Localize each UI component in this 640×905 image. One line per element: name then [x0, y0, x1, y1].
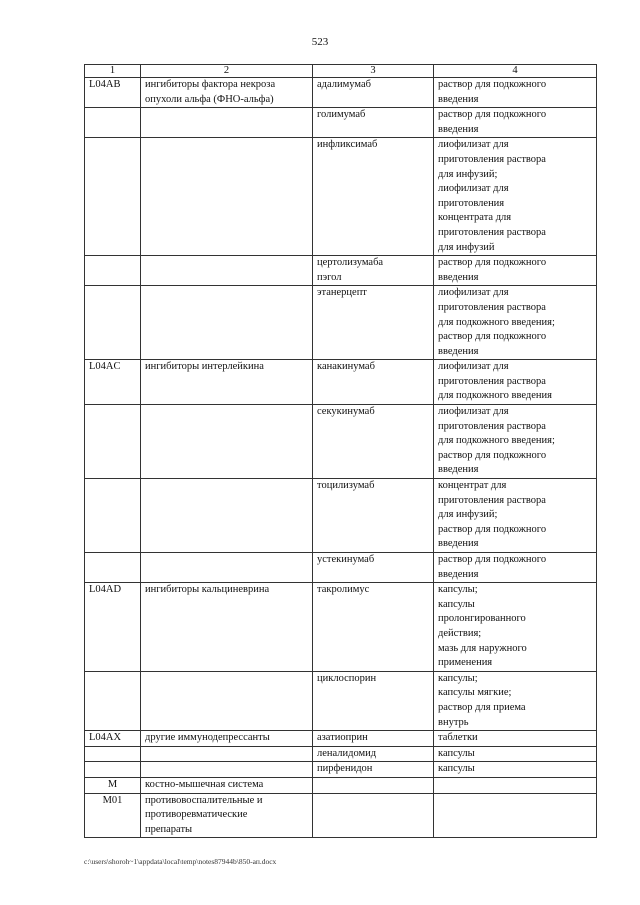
group-name-cell: ингибиторы интерлейкина — [141, 360, 313, 405]
file-path-footer: c:\users\shoroh~1\appdata\local\temp\notes87944b\850-ап.docx — [84, 857, 277, 866]
atc-code-cell — [85, 286, 141, 360]
dosage-form-cell: концентрат для приготовления раствора для инфузий; раствор для подкожного введения — [434, 479, 597, 553]
atc-code-cell — [85, 108, 141, 138]
dosage-form-cell: лиофилизат для приготовления раствора для инфузий; лиофилизат для приготовления концентрата для приготовления раствора для инфузий — [434, 138, 597, 256]
atc-code-cell: L04AX — [85, 731, 141, 747]
atc-code-cell: M — [85, 777, 141, 793]
dosage-form-cell: раствор для подкожного введения — [434, 108, 597, 138]
dosage-form-cell: лиофилизат для приготовления раствора для подкожного введения; раствор для подкожного введения — [434, 286, 597, 360]
dosage-form-cell: лиофилизат для приготовления раствора для подкожного введения; раствор для подкожного введения — [434, 405, 597, 479]
table-row — [85, 78, 597, 108]
atc-code-cell — [85, 479, 141, 553]
atc-code-cell — [85, 671, 141, 730]
table-row — [85, 553, 597, 583]
column-header: 2 — [141, 65, 313, 78]
dosage-form-cell: таблетки — [434, 731, 597, 747]
table-header-row — [85, 65, 597, 78]
group-name-cell: противовоспалительные и противоревматические препараты — [141, 793, 313, 838]
group-name-cell — [141, 762, 313, 778]
drug-name-cell: инфликсимаб — [313, 138, 434, 256]
atc-code-cell — [85, 762, 141, 778]
drug-name-cell: цертолизумаба пэгол — [313, 256, 434, 286]
dosage-form-cell: капсулы; капсулы мягкие; раствор для приема внутрь — [434, 671, 597, 730]
atc-code-cell: L04AC — [85, 360, 141, 405]
column-header: 4 — [434, 65, 597, 78]
drug-name-cell: устекинумаб — [313, 553, 434, 583]
table-row — [85, 405, 597, 479]
table-row — [85, 762, 597, 778]
group-name-cell — [141, 405, 313, 479]
group-name-cell — [141, 286, 313, 360]
drug-name-cell: такролимус — [313, 583, 434, 672]
atc-code-cell — [85, 138, 141, 256]
column-header: 3 — [313, 65, 434, 78]
drug-table — [84, 64, 597, 838]
dosage-form-cell: раствор для подкожного введения — [434, 78, 597, 108]
atc-code-cell — [85, 746, 141, 762]
group-name-cell — [141, 746, 313, 762]
drug-name-cell — [313, 793, 434, 838]
drug-name-cell: леналидомид — [313, 746, 434, 762]
dosage-form-cell: капсулы — [434, 746, 597, 762]
table-row — [85, 256, 597, 286]
group-name-cell: другие иммунодепрессанты — [141, 731, 313, 747]
table-row — [85, 746, 597, 762]
drug-name-cell: тоцилизумаб — [313, 479, 434, 553]
group-name-cell: ингибиторы кальциневрина — [141, 583, 313, 672]
table-row — [85, 138, 597, 256]
table-row — [85, 360, 597, 405]
atc-code-cell — [85, 405, 141, 479]
table-row — [85, 731, 597, 747]
drug-name-cell — [313, 777, 434, 793]
group-name-cell — [141, 256, 313, 286]
dosage-form-cell: капсулы — [434, 762, 597, 778]
drug-name-cell: пирфенидон — [313, 762, 434, 778]
dosage-form-cell: капсулы; капсулы пролонгированного действия; мазь для наружного применения — [434, 583, 597, 672]
dosage-form-cell — [434, 793, 597, 838]
drug-name-cell: этанерцепт — [313, 286, 434, 360]
dosage-form-cell — [434, 777, 597, 793]
group-name-cell — [141, 553, 313, 583]
drug-name-cell: циклоспорин — [313, 671, 434, 730]
atc-code-cell: M01 — [85, 793, 141, 838]
table-row — [85, 671, 597, 730]
group-name-cell: костно-мышечная система — [141, 777, 313, 793]
table-row — [85, 793, 597, 838]
dosage-form-cell: раствор для подкожного введения — [434, 553, 597, 583]
table-row — [85, 286, 597, 360]
atc-code-cell: L04AD — [85, 583, 141, 672]
atc-code-cell — [85, 553, 141, 583]
group-name-cell — [141, 479, 313, 553]
atc-code-cell: L04AB — [85, 78, 141, 108]
group-name-cell — [141, 138, 313, 256]
drug-name-cell: канакинумаб — [313, 360, 434, 405]
drug-name-cell: голимумаб — [313, 108, 434, 138]
table-row — [85, 583, 597, 672]
dosage-form-cell: лиофилизат для приготовления раствора для подкожного введения — [434, 360, 597, 405]
group-name-cell — [141, 108, 313, 138]
drug-name-cell: адалимумаб — [313, 78, 434, 108]
group-name-cell: ингибиторы фактора некроза опухоли альфа (ФНО-альфа) — [141, 78, 313, 108]
page-number: 523 — [311, 36, 329, 48]
table-row — [85, 108, 597, 138]
dosage-form-cell: раствор для подкожного введения — [434, 256, 597, 286]
drug-name-cell: азатиоприн — [313, 731, 434, 747]
table-row — [85, 777, 597, 793]
atc-code-cell — [85, 256, 141, 286]
drug-name-cell: секукинумаб — [313, 405, 434, 479]
table-row — [85, 479, 597, 553]
group-name-cell — [141, 671, 313, 730]
column-header: 1 — [85, 65, 141, 78]
